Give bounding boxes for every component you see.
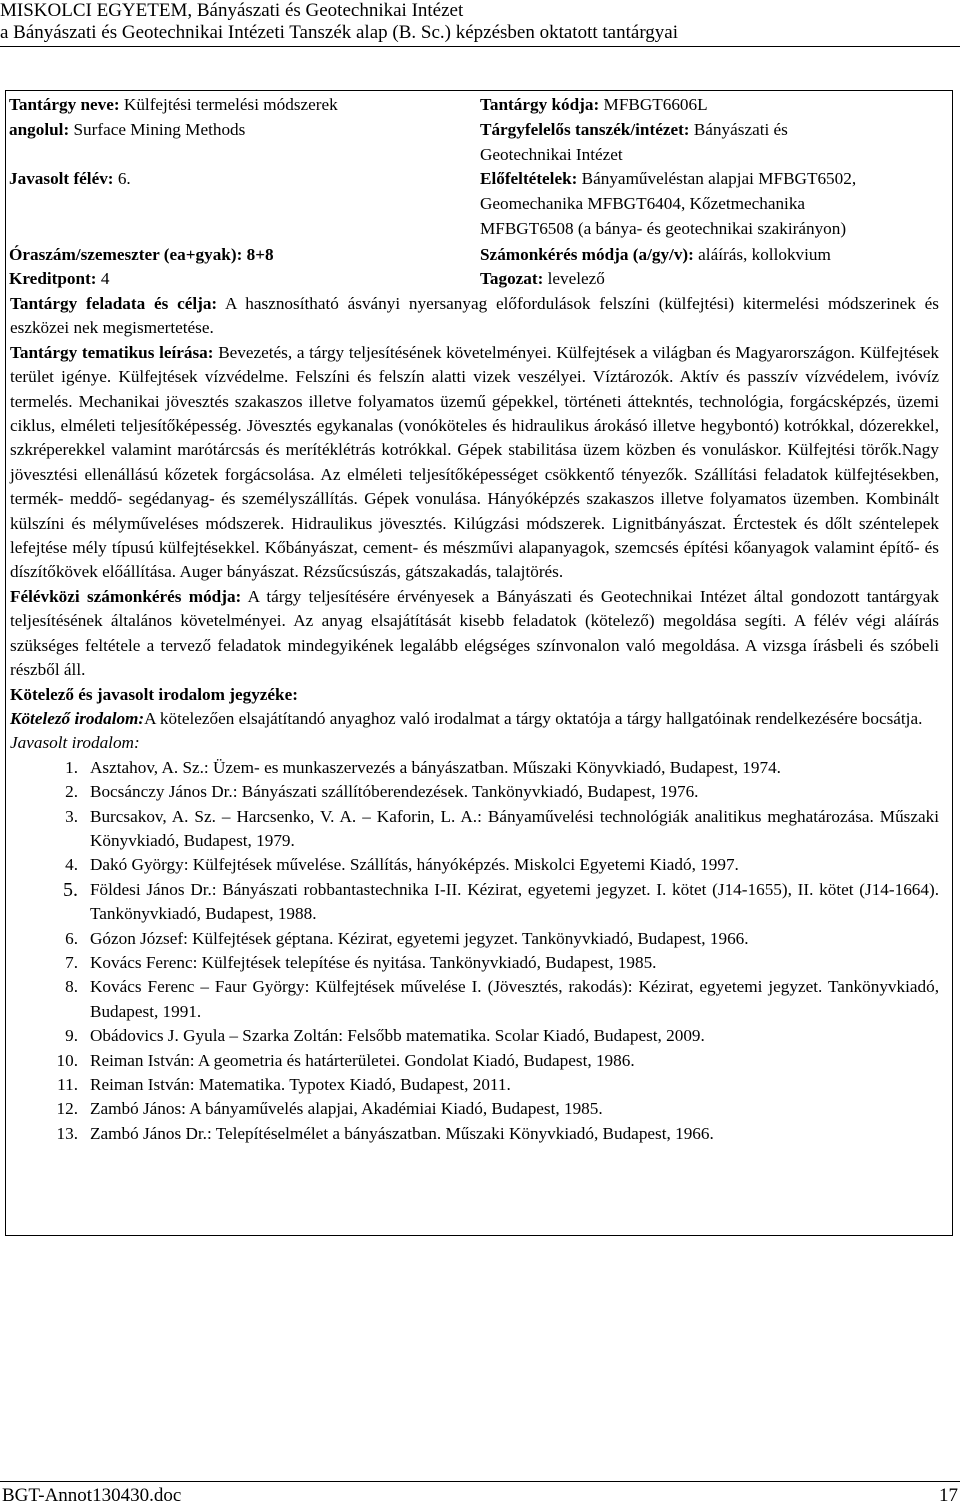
literature-item-number: 6. xyxy=(65,928,78,948)
dept-value-2: Geotechnikai Intézet xyxy=(480,145,623,164)
dept-label: Tárgyfelelős tanszék/intézet: xyxy=(480,120,690,139)
page-number: 17 xyxy=(939,1485,958,1506)
code-label: Tantárgy kódja: xyxy=(480,95,600,114)
credit-value: 4 xyxy=(100,269,110,288)
task-paragraph xyxy=(10,292,939,341)
prereq-value-3: MFBGT6508 (a bánya- és geotechnikai szakirányon) xyxy=(480,219,847,238)
track-label: Tagozat: xyxy=(480,269,544,288)
literature-item-number: 7. xyxy=(65,952,78,972)
literature-item xyxy=(10,780,939,804)
thematic-text: Bevezetés, a tárgy teljesítésének követelményei. Külfejtések a világban és Magyarországon. Külfejtések terület igénye. Külfejtések vízvédelme. Felszíni és felszín alatti vizek veszélyei. Víztározók. Aktív és passzív vízvédelem, ivóvíz termelés. Mechanikai jövesztés szakaszos illetve folyamatos üzemű gépekkel, történeti áttekntés, technológia, forgácsképzés, üzemi ciklus, elméleti teljesítőképesség. Jövesztés egykanalas (vonóköteles és hidraulikus árokásó illetve hegybontó) kotrókkal, dózerekkel, szkréperekkel valamint marótárcsás és merítéklétrás kotrókkal. Gépek stabilitása üzem közben és vonuláskor. Külfejtési törők.Nagy jövesztési ellenállású kőzetek forgácsolása. Az elméleti teljesítőképességet csökkentő tényezők. Szállítási feladatok külfejtésekben, termék- meddő- segédanyag- és személyszállítás. Gépek vonulása. Hányóképzés szakaszos illetve folyamatos üzemben. Kombinált külszíni és mélyműveléses módszerek. Hidraulikus jövesztés. Kilúgzási módszerek. Lignitbányászat. Érctestek és dőlt széntelepek lefejtése mély típusú külfejtésekkel. Kőbányászat, cement- és mészművi alapanyagok, szemcsés építési kőanyagok valamint építő- és díszítőkövek előállítása. Auger bányászat. Rézsűcsúszás, gátszakadás, talajtörés. xyxy=(10,342,940,582)
task-label: Tantárgy feladata és célja: xyxy=(10,294,218,313)
literature-item xyxy=(10,878,939,927)
literature-item-text: Dakó György: Külfejtések művelése. Szállítás, hányóképzés. Miskolci Egyetemi Kiadó, 1997. xyxy=(90,855,739,875)
prereq-value-2: Geomechanika MFBGT6404, Kőzetmechanika xyxy=(480,194,806,213)
prereq-value-1: Bányaműveléstan alapjai MFBGT6502, xyxy=(581,169,857,188)
literature-item xyxy=(10,805,939,854)
credits xyxy=(9,267,109,291)
literature-item-number: 13. xyxy=(56,1123,78,1143)
literature-item-number: 12. xyxy=(56,1099,78,1119)
course-name xyxy=(9,93,338,117)
course-code xyxy=(480,93,708,117)
literature-item xyxy=(10,927,939,951)
course-body xyxy=(10,292,939,1146)
literature-item-number: 5. xyxy=(63,878,78,901)
suggested-literature-label: Javasolt irodalom: xyxy=(10,733,140,753)
header-rule xyxy=(0,46,960,47)
footer-filename: BGT-Annot130430.doc xyxy=(2,1485,182,1506)
literature-heading: Kötelező és javasolt irodalom jegyzéke: xyxy=(10,684,298,704)
literature-item-text: Asztahov, A. Sz.: Üzem- es munkaszervezés a bányászatban. Műszaki Könyvkiadó, Budapest, 1974. xyxy=(90,757,781,777)
literature-item-number: 3. xyxy=(65,806,78,826)
semester-value: 6. xyxy=(117,169,131,188)
semester-label: Javasolt félév: xyxy=(9,169,114,188)
midterm-text: A tárgy teljesítésére érvényesek a Bányászati és Geotechnikai Intézet által gondozott tantárgyak teljesítésének általános követelményei. Az anyag elsajátítását kisebb feladatok (kötelező) megoldása segíti. A félév végi aláírás szükséges feltétele a tervező feladatok mindegyikének legalább elégséges színvonalon való megoldása. A vizsga írásbeli és szóbeli részből áll. xyxy=(10,586,939,680)
page-header xyxy=(0,0,960,44)
literature-item-number: 11. xyxy=(57,1075,78,1094)
literature-item-text: Obádovics J. Gyula – Szarka Zoltán: Felsőbb matematika. Scolar Kiadó, Budapest, 2009. xyxy=(90,1026,705,1046)
mandatory-label: Kötelező irodalom: xyxy=(10,708,145,728)
hours: Óraszám/szemeszter (ea+gyak): 8+8 xyxy=(9,245,274,264)
literature-item xyxy=(10,853,939,877)
exam-type xyxy=(480,243,831,267)
english-label: angolul: xyxy=(9,120,70,139)
course-description-box xyxy=(5,90,953,1236)
midterm-paragraph xyxy=(10,585,939,683)
literature-item xyxy=(10,1073,939,1097)
literature-item-number: 1. xyxy=(65,757,78,777)
course-english-name xyxy=(9,118,245,142)
header-line-1: MISKOLCI EGYETEM, Bányászati és Geotechnikai Intézet xyxy=(0,0,464,21)
credit-label: Kreditpont: xyxy=(9,269,97,288)
literature-item xyxy=(10,1049,939,1073)
literature-item-text: Kovács Ferenc – Faur György: Külfejtések művelése I. (Jövesztés, rakodás): Kézirat, egyetemi jegyzet. Tankönyvkiadó, Budapest, 1991. xyxy=(90,977,939,1021)
literature-item-text: Zambó János: A bányaművelés alapjai, Akadémiai Kiadó, Budapest, 1985. xyxy=(90,1099,603,1119)
literature-item-number: 4. xyxy=(65,855,78,875)
literature-item-text: Burcsakov, A. Sz. – Harcsenko, V. A. – Kaforin, L. A.: Bányaművelési technológiák analitikus meghatározása. Műszaki Könyvkiadó, Budapest, 1979. xyxy=(90,806,939,850)
footer-rule xyxy=(0,1481,960,1482)
dept-value-1: Bányászati és xyxy=(693,120,788,139)
literature-item-number: 8. xyxy=(65,977,78,997)
english-value: Surface Mining Methods xyxy=(73,120,246,139)
header-line-2: a Bányászati és Geotechnikai Intézeti Tanszék alap (B. Sc.) képzésben oktatott tantárgyai xyxy=(0,22,679,43)
prereq-label: Előfeltételek: xyxy=(480,169,578,188)
semester xyxy=(9,167,131,191)
literature-item-number: 2. xyxy=(65,782,78,802)
literature-item xyxy=(10,1122,939,1146)
literature-item-text: Zambó János Dr.: Telepítéselmélet a bányászatban. Műszaki Könyvkiadó, Budapest, 1966. xyxy=(90,1123,714,1143)
literature-item xyxy=(10,975,939,1024)
literature-item xyxy=(10,1097,939,1121)
course-name-value: Külfejtési termelési módszerek xyxy=(123,95,338,114)
thematic-label: Tantárgy tematikus leírása: xyxy=(10,342,214,362)
literature-item-text: Reiman István: A geometria és határterületei. Gondolat Kiadó, Budapest, 1986. xyxy=(90,1050,635,1070)
suggested-literature-list xyxy=(10,756,939,1147)
department xyxy=(480,118,788,142)
literature-item xyxy=(10,756,939,780)
mandatory-literature xyxy=(10,707,939,731)
exam-value: aláírás, kollokvium xyxy=(698,245,831,264)
mandatory-text: A kötelezően elsajátítandó anyaghoz való irodalmat a tárgy oktatója a tárgy hallgatóinak rendelkezésére bocsátja. xyxy=(144,708,923,728)
midterm-label: Félévközi számonkérés módja: xyxy=(10,586,242,606)
study-track xyxy=(480,267,605,291)
literature-item-text: Bocsánczy János Dr.: Bányászati szállítóberendezések. Tankönyvkiadó, Budapest, 1976. xyxy=(90,782,699,802)
course-name-label: Tantárgy neve: xyxy=(9,95,120,114)
task-text: A hasznosítható ásványi nyersanyag előfordulások felszíni (külfejtési) kitermelési módszerinek és eszközei nek megismertetése. xyxy=(10,294,939,338)
literature-item-text: Reiman István: Matematika. Typotex Kiadó, Budapest, 2011. xyxy=(90,1075,511,1094)
track-value: levelező xyxy=(547,269,605,288)
literature-item xyxy=(10,1024,939,1048)
literature-item-text: Kovács Ferenc: Külfejtések telepítése és nyitása. Tankönyvkiadó, Budapest, 1985. xyxy=(90,952,657,972)
literature-item-text: Földesi János Dr.: Bányászati robbantastechnika I-II. Kézirat, egyetemi jegyzet. I. kötet (J14-1655), II. kötet (J14-1664). Tankönyvkiadó, Budapest, 1988. xyxy=(90,879,939,924)
literature-item-text: Gózon József: Külfejtések géptana. Kézirat, egyetemi jegyzet. Tankönyvkiadó, Budapest, 1966. xyxy=(90,928,749,948)
literature-item xyxy=(10,951,939,975)
prerequisites xyxy=(480,167,856,191)
code-value: MFBGT6606L xyxy=(603,95,708,114)
literature-item-number: 9. xyxy=(65,1026,78,1046)
literature-item-number: 10. xyxy=(56,1050,78,1070)
thematic-paragraph xyxy=(10,341,939,585)
exam-label: Számonkérés módja (a/gy/v): xyxy=(480,245,694,264)
